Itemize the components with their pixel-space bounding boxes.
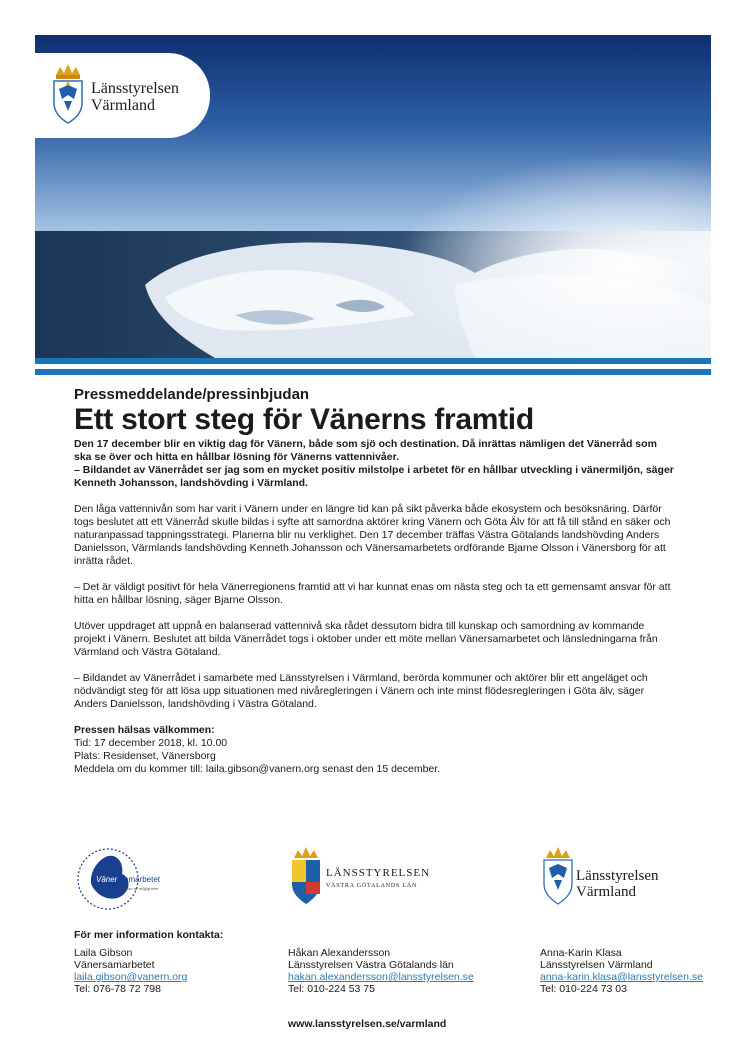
- headline: Ett stort steg för Vänerns framtid: [74, 403, 534, 436]
- website-link[interactable]: www.lansstyrelsen.se/varmland: [288, 1018, 447, 1030]
- vg-logo-line-1: LÄNSSTYRELSEN: [326, 867, 431, 879]
- body-paragraph: – Bildandet av Vänerrådet i samarbete med Länsstyrelsen i Värmland, berörda kommuner och aktörer blir ett angeläget och nödvändigt steg för att lösa upp situationen med nivåregleringen i Vänern och inte minst flödesregleringen i Göta älv, säger Anders Danielsson, landshövding i Västra Götaland.: [74, 672, 648, 710]
- lead-paragraph: Den 17 december blir en viktig dag för Vänern, både som sjö och destination. Då inrättas nämligen det Vänerråd som ska se över och hitta en hållbar lösning för Vänerns vattennivåer. – Bildandet av Vänerrådet ser jag som en mycket positiv milstolpe i arbetet för en hållbar utveckling i vänermiljön, säger Kenneth Johansson, landshövding i Värmland.: [74, 438, 674, 489]
- blue-stripe: [35, 358, 711, 364]
- press-time: Tid: 17 december 2018, kl. 10.00: [74, 737, 228, 749]
- kicker: Pressmeddelande/pressinbjudan: [74, 386, 310, 403]
- contact-email-link[interactable]: hakan.alexandersson@lansstyrelsen.se: [288, 971, 474, 983]
- vanersamarbetet-name-2: samarbetet: [120, 875, 161, 884]
- contact-org: Länsstyrelsen Västra Götalands län: [288, 959, 454, 971]
- vastra-gotaland-logo: [288, 846, 448, 912]
- contacts-heading: För mer information kontakta:: [74, 929, 224, 941]
- varmland-logo: [540, 846, 700, 912]
- contact-name: Håkan Alexandersson: [288, 947, 391, 959]
- contact-phone: Tel: 010-224 73 03: [540, 983, 627, 995]
- vanersamarbetet-logo: [74, 846, 204, 912]
- varmland-logo-line-2: Värmland: [576, 884, 636, 900]
- contact-card: [288, 947, 474, 995]
- logo-line-1: Länsstyrelsen: [91, 80, 179, 97]
- vanersamarbetet-name-1: Väner: [96, 875, 118, 884]
- contact-phone: Tel: 010-224 53 75: [288, 983, 375, 995]
- contact-org: Vänersamarbetet: [74, 959, 155, 971]
- body-paragraph: Den låga vattennivån som har varit i Vänern under en längre tid kan på sikt påverka både ekosystem och besöksnäring. Därför togs beslutet att ett Vänerråd skulle bildas i syfte att samordna aktörer kring Vänern och Göta Älv för att få till stånd en säker och naturanpassad tappningsstrategi. Planerna blir nu verklighet. Den 17 december träffas Västra Götalands landshövding Anders Danielsson, Värmlands landshövding Kenneth Johansson och Vänersamarbetets ordförande Bjarne Olsson i Vänersborg för att inrätta rådet.: [74, 503, 671, 567]
- press-place: Plats: Residenset, Vänersborg: [74, 750, 216, 762]
- body-paragraph: Utöver uppdraget att uppnå en balanserad vattennivå ska rådet dessutom bidra till kunskap och samordning av kommande projekt i Vänern. Beslutet att bilda Vänerrådet togs i oktober under ett möte mellan Vänersamarbetet och länsledningarna från Värmland och Västra Götaland.: [74, 620, 658, 658]
- hero-photo: [35, 35, 711, 358]
- vanersamarbetet-tagline: Ett hav av möjligheter: [120, 886, 159, 891]
- contact-name: Laila Gibson: [74, 947, 133, 959]
- press-rsvp: Meddela om du kommer till: laila.gibson@vanern.org senast den 15 december.: [74, 763, 441, 775]
- contact-card: [540, 947, 703, 995]
- article: [74, 386, 674, 776]
- contact-email-link[interactable]: anna-karin.klasa@lansstyrelsen.se: [540, 971, 703, 983]
- press-heading: Pressen hälsas välkommen:: [74, 724, 215, 736]
- body-paragraph: – Det är väldigt positivt för hela Vänerregionens framtid att vi har kunnat enas om nästa steg och ta ett gemensamt ansvar för att hitta en hållbar lösning, säger Bjarne Olsson.: [74, 581, 671, 606]
- vg-logo-line-2: VÄSTRA GÖTALANDS LÄN: [326, 883, 418, 889]
- varmland-logo-line-1: Länsstyrelsen: [576, 868, 659, 884]
- contact-card: [74, 947, 187, 995]
- contact-email-link[interactable]: laila.gibson@vanern.org: [74, 971, 188, 983]
- logos-row: [0, 846, 746, 916]
- contact-name: Anna-Karin Klasa: [540, 947, 622, 959]
- crest-icon: [51, 61, 85, 125]
- blue-stripe: [35, 369, 711, 375]
- logo-text: [91, 80, 179, 114]
- lansstyrelsen-logo: [35, 53, 210, 138]
- logo-line-2: Värmland: [91, 97, 155, 114]
- contact-org: Länsstyrelsen Värmland: [540, 959, 653, 971]
- contact-phone: Tel: 076-78 72 798: [74, 983, 161, 995]
